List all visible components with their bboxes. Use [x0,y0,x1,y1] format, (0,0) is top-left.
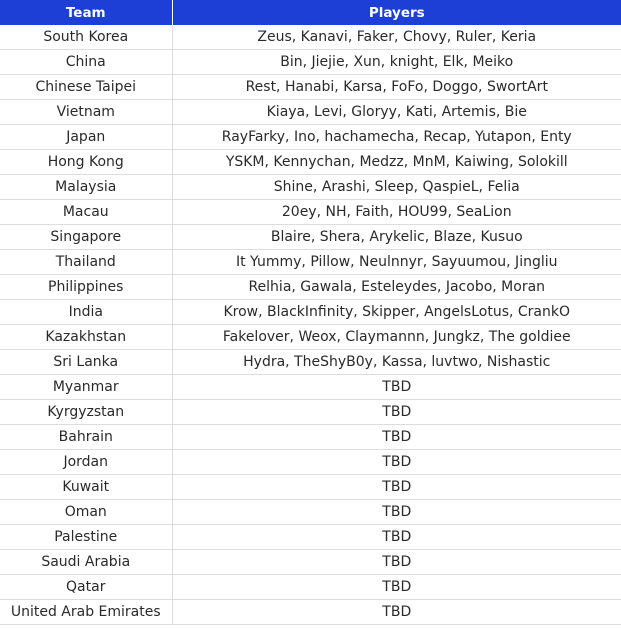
table-row [0,250,621,275]
players-cell: YSKM, Kennychan, Medzz, MnM, Kaiwing, Solokill [172,150,621,175]
players-cell: It Yummy, Pillow, Neulnnyr, Sayuumou, Jingliu [172,250,621,275]
team-cell: Philippines [0,275,172,300]
team-cell: Saudi Arabia [0,550,172,575]
players-cell: Relhia, Gawala, Esteleydes, Jacobo, Moran [172,275,621,300]
players-cell: Blaire, Shera, Arykelic, Blaze, Kusuo [172,225,621,250]
table-row [0,450,621,475]
players-cell: TBD [172,550,621,575]
table-row [0,275,621,300]
players-cell: RayFarky, Ino, hachamecha, Recap, Yutapon, Enty [172,125,621,150]
team-cell: Qatar [0,575,172,600]
table-row [0,150,621,175]
team-cell: Jordan [0,450,172,475]
team-cell: Vietnam [0,100,172,125]
players-cell: TBD [172,475,621,500]
team-cell: United Arab Emirates [0,600,172,625]
team-cell: Thailand [0,250,172,275]
players-cell: Krow, BlackInfinity, Skipper, AngelsLotus, CrankO [172,300,621,325]
table-row [0,425,621,450]
header-row [0,0,621,25]
team-cell: Sri Lanka [0,350,172,375]
table-row [0,125,621,150]
table-row [0,300,621,325]
team-cell: Myanmar [0,375,172,400]
players-cell: Zeus, Kanavi, Faker, Chovy, Ruler, Keria [172,25,621,50]
table-row [0,175,621,200]
team-column-header: Team [0,0,172,25]
players-cell: Rest, Hanabi, Karsa, FoFo, Doggo, SwortArt [172,75,621,100]
table-row [0,600,621,625]
table-row [0,100,621,125]
table-row [0,350,621,375]
players-cell: Hydra, TheShyB0y, Kassa, luvtwo, Nishastic [172,350,621,375]
team-cell: Singapore [0,225,172,250]
table-row [0,400,621,425]
team-cell: Malaysia [0,175,172,200]
players-cell: Bin, Jiejie, Xun, knight, Elk, Meiko [172,50,621,75]
players-cell: TBD [172,500,621,525]
table-row [0,475,621,500]
table-row [0,525,621,550]
team-cell: Kuwait [0,475,172,500]
team-cell: South Korea [0,25,172,50]
players-cell: Fakelover, Weox, Claymannn, Jungkz, The goldiee [172,325,621,350]
team-cell: Oman [0,500,172,525]
table-row [0,25,621,50]
table-body [0,25,621,625]
players-cell: TBD [172,450,621,475]
team-cell: India [0,300,172,325]
table-row [0,50,621,75]
players-cell: TBD [172,425,621,450]
players-cell: TBD [172,375,621,400]
table-row [0,575,621,600]
team-cell: Bahrain [0,425,172,450]
table-header [0,0,621,25]
players-cell: TBD [172,600,621,625]
players-cell: TBD [172,400,621,425]
players-cell: Kiaya, Levi, Gloryy, Kati, Artemis, Bie [172,100,621,125]
table-row [0,225,621,250]
team-cell: Kyrgyzstan [0,400,172,425]
table-row [0,550,621,575]
team-cell: Macau [0,200,172,225]
team-cell: Chinese Taipei [0,75,172,100]
table-row [0,200,621,225]
team-cell: Hong Kong [0,150,172,175]
table-row [0,75,621,100]
players-cell: 20ey, NH, Faith, HOU99, SeaLion [172,200,621,225]
table-row [0,500,621,525]
players-cell: Shine, Arashi, Sleep, QaspieL, Felia [172,175,621,200]
table-row [0,375,621,400]
team-cell: China [0,50,172,75]
table-row [0,325,621,350]
team-cell: Palestine [0,525,172,550]
players-cell: TBD [172,575,621,600]
team-cell: Japan [0,125,172,150]
players-cell: TBD [172,525,621,550]
players-column-header: Players [172,0,621,25]
team-cell: Kazakhstan [0,325,172,350]
